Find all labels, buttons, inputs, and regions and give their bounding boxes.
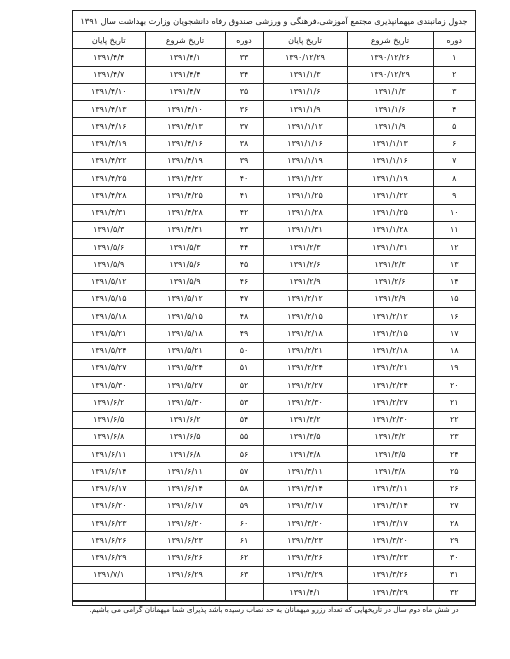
- cell-period-right-block: ۵۷: [225, 463, 263, 480]
- cell-period-right-block: ۵۸: [225, 480, 263, 497]
- cell-period-right-block: ۳۴: [225, 66, 263, 83]
- cell-period-left-block: ۲۷: [433, 497, 475, 514]
- cell-end-date-right-block: ۱۳۹۱/۶/۵: [73, 411, 145, 428]
- cell-start-date-right-block: ۱۳۹۱/۴/۷: [145, 83, 225, 100]
- cell-period-left-block: ۴: [433, 101, 475, 118]
- cell-period-left-block: ۲۴: [433, 446, 475, 463]
- cell-period-left-block: ۷: [433, 152, 475, 169]
- cell-end-date-right-block: ۱۳۹۱/۴/۱۰: [73, 83, 145, 100]
- cell-start-date-left-block: ۱۳۹۱/۳/۲۰: [347, 532, 433, 549]
- cell-start-date-right-block: ۱۳۹۱/۶/۸: [145, 446, 225, 463]
- cell-end-date-left-block: ۱۳۹۱/۲/۳۰: [263, 394, 347, 411]
- cell-period-right-block: ۶۲: [225, 549, 263, 566]
- table-row: [73, 118, 475, 135]
- cell-period-left-block: ۱۲: [433, 239, 475, 256]
- table-row: [73, 515, 475, 532]
- table-row: [73, 187, 475, 204]
- cell-end-date-left-block: ۱۳۹۱/۳/۲۰: [263, 515, 347, 532]
- cell-start-date-left-block: ۱۳۹۱/۲/۳: [347, 256, 433, 273]
- cell-period-right-block: [225, 584, 263, 601]
- cell-start-date-right-block: ۱۳۹۱/۵/۶: [145, 256, 225, 273]
- cell-start-date-left-block: ۱۳۹۱/۲/۹: [347, 290, 433, 307]
- cell-end-date-left-block: ۱۳۹۱/۲/۹: [263, 273, 347, 290]
- cell-end-date-left-block: ۱۳۹۱/۱/۳: [263, 66, 347, 83]
- cell-start-date-right-block: ۱۳۹۱/۵/۱۸: [145, 325, 225, 342]
- cell-end-date-left-block: ۱۳۹۱/۳/۱۱: [263, 463, 347, 480]
- cell-period-left-block: ۲: [433, 66, 475, 83]
- cell-start-date-right-block: ۱۳۹۱/۶/۱۱: [145, 463, 225, 480]
- cell-period-left-block: ۸: [433, 170, 475, 187]
- cell-period-left-block: ۱۱: [433, 221, 475, 238]
- cell-period-left-block: ۲۰: [433, 377, 475, 394]
- cell-end-date-left-block: ۱۳۹۱/۲/۲۴: [263, 359, 347, 376]
- cell-start-date-right-block: ۱۳۹۱/۴/۲۲: [145, 170, 225, 187]
- cell-start-date-right-block: ۱۳۹۱/۶/۲۶: [145, 549, 225, 566]
- cell-period-right-block: ۴۰: [225, 170, 263, 187]
- cell-start-date-left-block: ۱۳۹۱/۳/۱۴: [347, 497, 433, 514]
- cell-start-date-left-block: ۱۳۹۱/۳/۲۹: [347, 584, 433, 601]
- header-start-date-right-block: تاریخ شروع: [145, 32, 225, 49]
- cell-end-date-left-block: ۱۳۹۱/۲/۱۲: [263, 290, 347, 307]
- cell-end-date-left-block: ۱۳۹۰/۱۲/۲۹: [263, 49, 347, 66]
- cell-period-left-block: ۱: [433, 49, 475, 66]
- cell-start-date-left-block: ۱۳۹۰/۱۲/۲۹: [347, 66, 433, 83]
- cell-end-date-left-block: ۱۳۹۱/۲/۲۱: [263, 342, 347, 359]
- cell-end-date-left-block: ۱۳۹۱/۱/۶: [263, 83, 347, 100]
- cell-period-right-block: ۳۷: [225, 118, 263, 135]
- table-row: [73, 101, 475, 118]
- table-row: [73, 290, 475, 307]
- cell-period-left-block: ۹: [433, 187, 475, 204]
- cell-period-left-block: ۲۹: [433, 532, 475, 549]
- cell-start-date-right-block: ۱۳۹۱/۵/۳۰: [145, 394, 225, 411]
- cell-end-date-right-block: ۱۳۹۱/۵/۶: [73, 239, 145, 256]
- cell-period-right-block: ۴۷: [225, 290, 263, 307]
- cell-start-date-left-block: ۱۳۹۰/۱۲/۲۶: [347, 49, 433, 66]
- cell-start-date-left-block: ۱۳۹۱/۳/۱۱: [347, 480, 433, 497]
- cell-start-date-left-block: ۱۳۹۱/۱/۱۹: [347, 170, 433, 187]
- cell-end-date-right-block: ۱۳۹۱/۶/۸: [73, 428, 145, 445]
- cell-start-date-left-block: ۱۳۹۱/۳/۱۷: [347, 515, 433, 532]
- cell-period-right-block: ۵۰: [225, 342, 263, 359]
- cell-period-left-block: ۱۷: [433, 325, 475, 342]
- cell-period-left-block: ۲۲: [433, 411, 475, 428]
- cell-start-date-left-block: ۱۳۹۱/۱/۹: [347, 118, 433, 135]
- header-period-right-block: دوره: [225, 32, 263, 49]
- cell-end-date-right-block: ۱۳۹۱/۶/۲۹: [73, 549, 145, 566]
- cell-end-date-left-block: ۱۳۹۱/۱/۳۱: [263, 221, 347, 238]
- cell-start-date-right-block: ۱۳۹۱/۴/۱۰: [145, 101, 225, 118]
- cell-period-left-block: ۳۱: [433, 566, 475, 583]
- cell-period-right-block: ۳۵: [225, 83, 263, 100]
- cell-period-right-block: ۳۹: [225, 152, 263, 169]
- table-row: [73, 584, 475, 601]
- cell-period-left-block: ۱۵: [433, 290, 475, 307]
- cell-end-date-right-block: ۱۳۹۱/۴/۱۹: [73, 135, 145, 152]
- cell-end-date-left-block: ۱۳۹۱/۳/۵: [263, 428, 347, 445]
- schedule-sheet: [72, 10, 476, 615]
- table-row: [73, 221, 475, 238]
- cell-period-right-block: ۶۰: [225, 515, 263, 532]
- cell-end-date-right-block: ۱۳۹۱/۵/۲۴: [73, 342, 145, 359]
- cell-end-date-left-block: ۱۳۹۱/۳/۱۷: [263, 497, 347, 514]
- cell-start-date-right-block: ۱۳۹۱/۶/۵: [145, 428, 225, 445]
- table-row: [73, 359, 475, 376]
- table-row: [73, 497, 475, 514]
- cell-start-date-right-block: ۱۳۹۱/۶/۲: [145, 411, 225, 428]
- table-row: [73, 239, 475, 256]
- table-row: [73, 49, 475, 66]
- cell-end-date-right-block: ۱۳۹۱/۵/۲۱: [73, 325, 145, 342]
- header-end-date-left-block: تاریخ پایان: [263, 32, 347, 49]
- table-row: [73, 152, 475, 169]
- cell-end-date-right-block: ۱۳۹۱/۵/۳۰: [73, 377, 145, 394]
- table-row: [73, 532, 475, 549]
- cell-period-left-block: ۱۹: [433, 359, 475, 376]
- cell-start-date-right-block: ۱۳۹۱/۵/۳: [145, 239, 225, 256]
- table-row: [73, 170, 475, 187]
- page-title: جدول زمانبندی میهمانپذیری مجتمع آموزشی،فرهنگی و ورزشی صندوق رفاه دانشجویان وزارت بهداشت سال ۱۳۹۱: [73, 11, 475, 32]
- cell-end-date-left-block: ۱۳۹۱/۳/۸: [263, 446, 347, 463]
- cell-start-date-left-block: ۱۳۹۱/۳/۸: [347, 463, 433, 480]
- table-row: [73, 256, 475, 273]
- cell-start-date-right-block: ۱۳۹۱/۶/۱۴: [145, 480, 225, 497]
- cell-end-date-left-block: ۱۳۹۱/۳/۱۴: [263, 480, 347, 497]
- cell-start-date-right-block: ۱۳۹۱/۵/۹: [145, 273, 225, 290]
- cell-period-left-block: ۳: [433, 83, 475, 100]
- cell-period-right-block: ۴۹: [225, 325, 263, 342]
- table-header-row: [73, 32, 475, 49]
- cell-start-date-right-block: [145, 584, 225, 601]
- cell-start-date-left-block: ۱۳۹۱/۳/۲۳: [347, 549, 433, 566]
- cell-period-right-block: ۶۳: [225, 566, 263, 583]
- header-end-date-right-block: تاریخ پایان: [73, 32, 145, 49]
- cell-end-date-left-block: ۱۳۹۱/۱/۲۵: [263, 187, 347, 204]
- cell-end-date-left-block: ۱۳۹۱/۳/۲۶: [263, 549, 347, 566]
- table-row: [73, 411, 475, 428]
- cell-start-date-left-block: ۱۳۹۱/۲/۶: [347, 273, 433, 290]
- cell-end-date-left-block: ۱۳۹۱/۲/۱۸: [263, 325, 347, 342]
- cell-period-right-block: ۴۱: [225, 187, 263, 204]
- cell-start-date-right-block: ۱۳۹۱/۶/۲۰: [145, 515, 225, 532]
- cell-end-date-right-block: ۱۳۹۱/۶/۱۴: [73, 463, 145, 480]
- cell-end-date-right-block: ۱۳۹۱/۴/۴: [73, 49, 145, 66]
- cell-period-left-block: ۱۰: [433, 204, 475, 221]
- cell-period-right-block: ۳۳: [225, 49, 263, 66]
- cell-period-right-block: ۵۹: [225, 497, 263, 514]
- cell-end-date-right-block: ۱۳۹۱/۴/۱۳: [73, 101, 145, 118]
- cell-period-left-block: ۱۳: [433, 256, 475, 273]
- header-period-left-block: دوره: [433, 32, 475, 49]
- cell-end-date-left-block: ۱۳۹۱/۲/۲۷: [263, 377, 347, 394]
- cell-period-right-block: ۴۴: [225, 239, 263, 256]
- cell-period-left-block: ۲۸: [433, 515, 475, 532]
- cell-end-date-left-block: ۱۳۹۱/۲/۶: [263, 256, 347, 273]
- cell-period-right-block: ۴۳: [225, 221, 263, 238]
- cell-end-date-right-block: ۱۳۹۱/۵/۱۸: [73, 308, 145, 325]
- cell-end-date-left-block: ۱۳۹۱/۱/۱۶: [263, 135, 347, 152]
- cell-start-date-left-block: ۱۳۹۱/۳/۲۶: [347, 566, 433, 583]
- cell-period-right-block: ۵۴: [225, 411, 263, 428]
- cell-end-date-left-block: ۱۳۹۱/۳/۲۳: [263, 532, 347, 549]
- cell-start-date-left-block: ۱۳۹۱/۳/۲: [347, 428, 433, 445]
- cell-start-date-right-block: ۱۳۹۱/۵/۱۲: [145, 290, 225, 307]
- cell-period-right-block: ۴۲: [225, 204, 263, 221]
- cell-period-right-block: ۴۸: [225, 308, 263, 325]
- cell-start-date-left-block: ۱۳۹۱/۱/۲۸: [347, 221, 433, 238]
- cell-end-date-right-block: ۱۳۹۱/۴/۷: [73, 66, 145, 83]
- cell-start-date-left-block: ۱۳۹۱/۲/۱۲: [347, 308, 433, 325]
- table-row: [73, 446, 475, 463]
- cell-end-date-right-block: ۱۳۹۱/۶/۱۱: [73, 446, 145, 463]
- cell-end-date-left-block: ۱۳۹۱/۱/۱۹: [263, 152, 347, 169]
- cell-period-left-block: ۱۸: [433, 342, 475, 359]
- cell-period-left-block: ۲۶: [433, 480, 475, 497]
- table-row: [73, 549, 475, 566]
- cell-period-left-block: ۲۵: [433, 463, 475, 480]
- table-row: [73, 308, 475, 325]
- cell-end-date-right-block: ۱۳۹۱/۵/۳: [73, 221, 145, 238]
- cell-start-date-left-block: ۱۳۹۱/۱/۳: [347, 83, 433, 100]
- cell-end-date-right-block: ۱۳۹۱/۴/۲۵: [73, 170, 145, 187]
- cell-end-date-right-block: ۱۳۹۱/۴/۳۱: [73, 204, 145, 221]
- cell-period-right-block: ۳۸: [225, 135, 263, 152]
- cell-period-right-block: ۶۱: [225, 532, 263, 549]
- cell-period-right-block: ۵۳: [225, 394, 263, 411]
- cell-start-date-right-block: ۱۳۹۱/۵/۲۴: [145, 359, 225, 376]
- cell-end-date-right-block: ۱۳۹۱/۵/۲۷: [73, 359, 145, 376]
- cell-end-date-right-block: [73, 584, 145, 601]
- cell-end-date-right-block: ۱۳۹۱/۶/۲: [73, 394, 145, 411]
- cell-period-left-block: ۱۶: [433, 308, 475, 325]
- cell-start-date-left-block: ۱۳۹۱/۱/۶: [347, 101, 433, 118]
- cell-start-date-right-block: ۱۳۹۱/۶/۲۳: [145, 532, 225, 549]
- cell-period-right-block: ۵۶: [225, 446, 263, 463]
- cell-period-left-block: ۶: [433, 135, 475, 152]
- cell-end-date-left-block: ۱۳۹۱/۱/۲۸: [263, 204, 347, 221]
- cell-start-date-left-block: ۱۳۹۱/۱/۱۶: [347, 152, 433, 169]
- table-row: [73, 83, 475, 100]
- cell-end-date-right-block: ۱۳۹۱/۴/۱۶: [73, 118, 145, 135]
- cell-period-left-block: ۲۱: [433, 394, 475, 411]
- cell-end-date-right-block: ۱۳۹۱/۵/۹: [73, 256, 145, 273]
- cell-start-date-left-block: ۱۳۹۱/۲/۲۱: [347, 359, 433, 376]
- cell-start-date-right-block: ۱۳۹۱/۴/۳۱: [145, 221, 225, 238]
- cell-end-date-right-block: ۱۳۹۱/۴/۲۸: [73, 187, 145, 204]
- cell-start-date-right-block: ۱۳۹۱/۶/۱۷: [145, 497, 225, 514]
- cell-end-date-left-block: ۱۳۹۱/۱/۲۲: [263, 170, 347, 187]
- cell-period-left-block: ۳۰: [433, 549, 475, 566]
- cell-start-date-right-block: ۱۳۹۱/۵/۲۷: [145, 377, 225, 394]
- cell-end-date-left-block: ۱۳۹۱/۳/۲: [263, 411, 347, 428]
- cell-start-date-left-block: ۱۳۹۱/۲/۱۵: [347, 325, 433, 342]
- cell-start-date-left-block: ۱۳۹۱/۱/۳۱: [347, 239, 433, 256]
- cell-end-date-right-block: ۱۳۹۱/۵/۱۲: [73, 273, 145, 290]
- cell-start-date-left-block: ۱۳۹۱/۳/۵: [347, 446, 433, 463]
- cell-period-right-block: ۳۶: [225, 101, 263, 118]
- cell-end-date-right-block: ۱۳۹۱/۴/۲۲: [73, 152, 145, 169]
- table-row: [73, 135, 475, 152]
- table-row: [73, 394, 475, 411]
- cell-start-date-right-block: ۱۳۹۱/۴/۴: [145, 66, 225, 83]
- schedule-table: [73, 32, 475, 601]
- cell-start-date-left-block: ۱۳۹۱/۲/۳۰: [347, 411, 433, 428]
- cell-start-date-right-block: ۱۳۹۱/۵/۱۵: [145, 308, 225, 325]
- table-row: [73, 480, 475, 497]
- cell-start-date-right-block: ۱۳۹۱/۴/۲۵: [145, 187, 225, 204]
- cell-end-date-left-block: ۱۳۹۱/۲/۳: [263, 239, 347, 256]
- cell-start-date-left-block: ۱۳۹۱/۱/۱۳: [347, 135, 433, 152]
- table-row: [73, 377, 475, 394]
- cell-end-date-left-block: ۱۳۹۱/۴/۱: [263, 584, 347, 601]
- cell-period-left-block: ۳۲: [433, 584, 475, 601]
- header-start-date-left-block: تاریخ شروع: [347, 32, 433, 49]
- table-row: [73, 325, 475, 342]
- cell-start-date-left-block: ۱۳۹۱/۲/۲۴: [347, 377, 433, 394]
- cell-period-right-block: ۴۵: [225, 256, 263, 273]
- cell-end-date-right-block: ۱۳۹۱/۵/۱۵: [73, 290, 145, 307]
- cell-start-date-left-block: ۱۳۹۱/۱/۲۲: [347, 187, 433, 204]
- footnote: در شش ماه دوم سال در تاریخهایی که تعداد رزرو میهمانان به حد نصاب رسیده باشد پذیرای شما میهمانان گرامی می باشیم.: [73, 601, 475, 617]
- cell-start-date-right-block: ۱۳۹۱/۵/۲۱: [145, 342, 225, 359]
- table-row: [73, 428, 475, 445]
- cell-end-date-left-block: ۱۳۹۱/۳/۲۹: [263, 566, 347, 583]
- cell-end-date-left-block: ۱۳۹۱/۱/۹: [263, 101, 347, 118]
- cell-period-left-block: ۲۳: [433, 428, 475, 445]
- cell-end-date-right-block: ۱۳۹۱/۶/۱۷: [73, 480, 145, 497]
- cell-start-date-left-block: ۱۳۹۱/۱/۲۵: [347, 204, 433, 221]
- table-row: [73, 342, 475, 359]
- cell-start-date-right-block: ۱۳۹۱/۴/۱۳: [145, 118, 225, 135]
- cell-end-date-right-block: ۱۳۹۱/۷/۱: [73, 566, 145, 583]
- cell-end-date-left-block: ۱۳۹۱/۲/۱۵: [263, 308, 347, 325]
- cell-period-left-block: ۱۴: [433, 273, 475, 290]
- cell-start-date-left-block: ۱۳۹۱/۲/۱۸: [347, 342, 433, 359]
- cell-start-date-left-block: ۱۳۹۱/۲/۲۷: [347, 394, 433, 411]
- cell-start-date-right-block: ۱۳۹۱/۴/۱۶: [145, 135, 225, 152]
- cell-start-date-right-block: ۱۳۹۱/۴/۲۸: [145, 204, 225, 221]
- cell-end-date-left-block: ۱۳۹۱/۱/۱۲: [263, 118, 347, 135]
- cell-start-date-right-block: ۱۳۹۱/۶/۲۹: [145, 566, 225, 583]
- cell-period-left-block: ۵: [433, 118, 475, 135]
- cell-start-date-right-block: ۱۳۹۱/۴/۱۹: [145, 152, 225, 169]
- cell-period-right-block: ۵۵: [225, 428, 263, 445]
- table-row: [73, 566, 475, 583]
- table-row: [73, 66, 475, 83]
- cell-end-date-right-block: ۱۳۹۱/۶/۲۳: [73, 515, 145, 532]
- cell-period-right-block: ۵۱: [225, 359, 263, 376]
- table-row: [73, 204, 475, 221]
- cell-start-date-right-block: ۱۳۹۱/۴/۱: [145, 49, 225, 66]
- table-row: [73, 463, 475, 480]
- cell-end-date-right-block: ۱۳۹۱/۶/۲۶: [73, 532, 145, 549]
- cell-period-right-block: ۴۶: [225, 273, 263, 290]
- cell-end-date-right-block: ۱۳۹۱/۶/۲۰: [73, 497, 145, 514]
- cell-period-right-block: ۵۲: [225, 377, 263, 394]
- table-row: [73, 273, 475, 290]
